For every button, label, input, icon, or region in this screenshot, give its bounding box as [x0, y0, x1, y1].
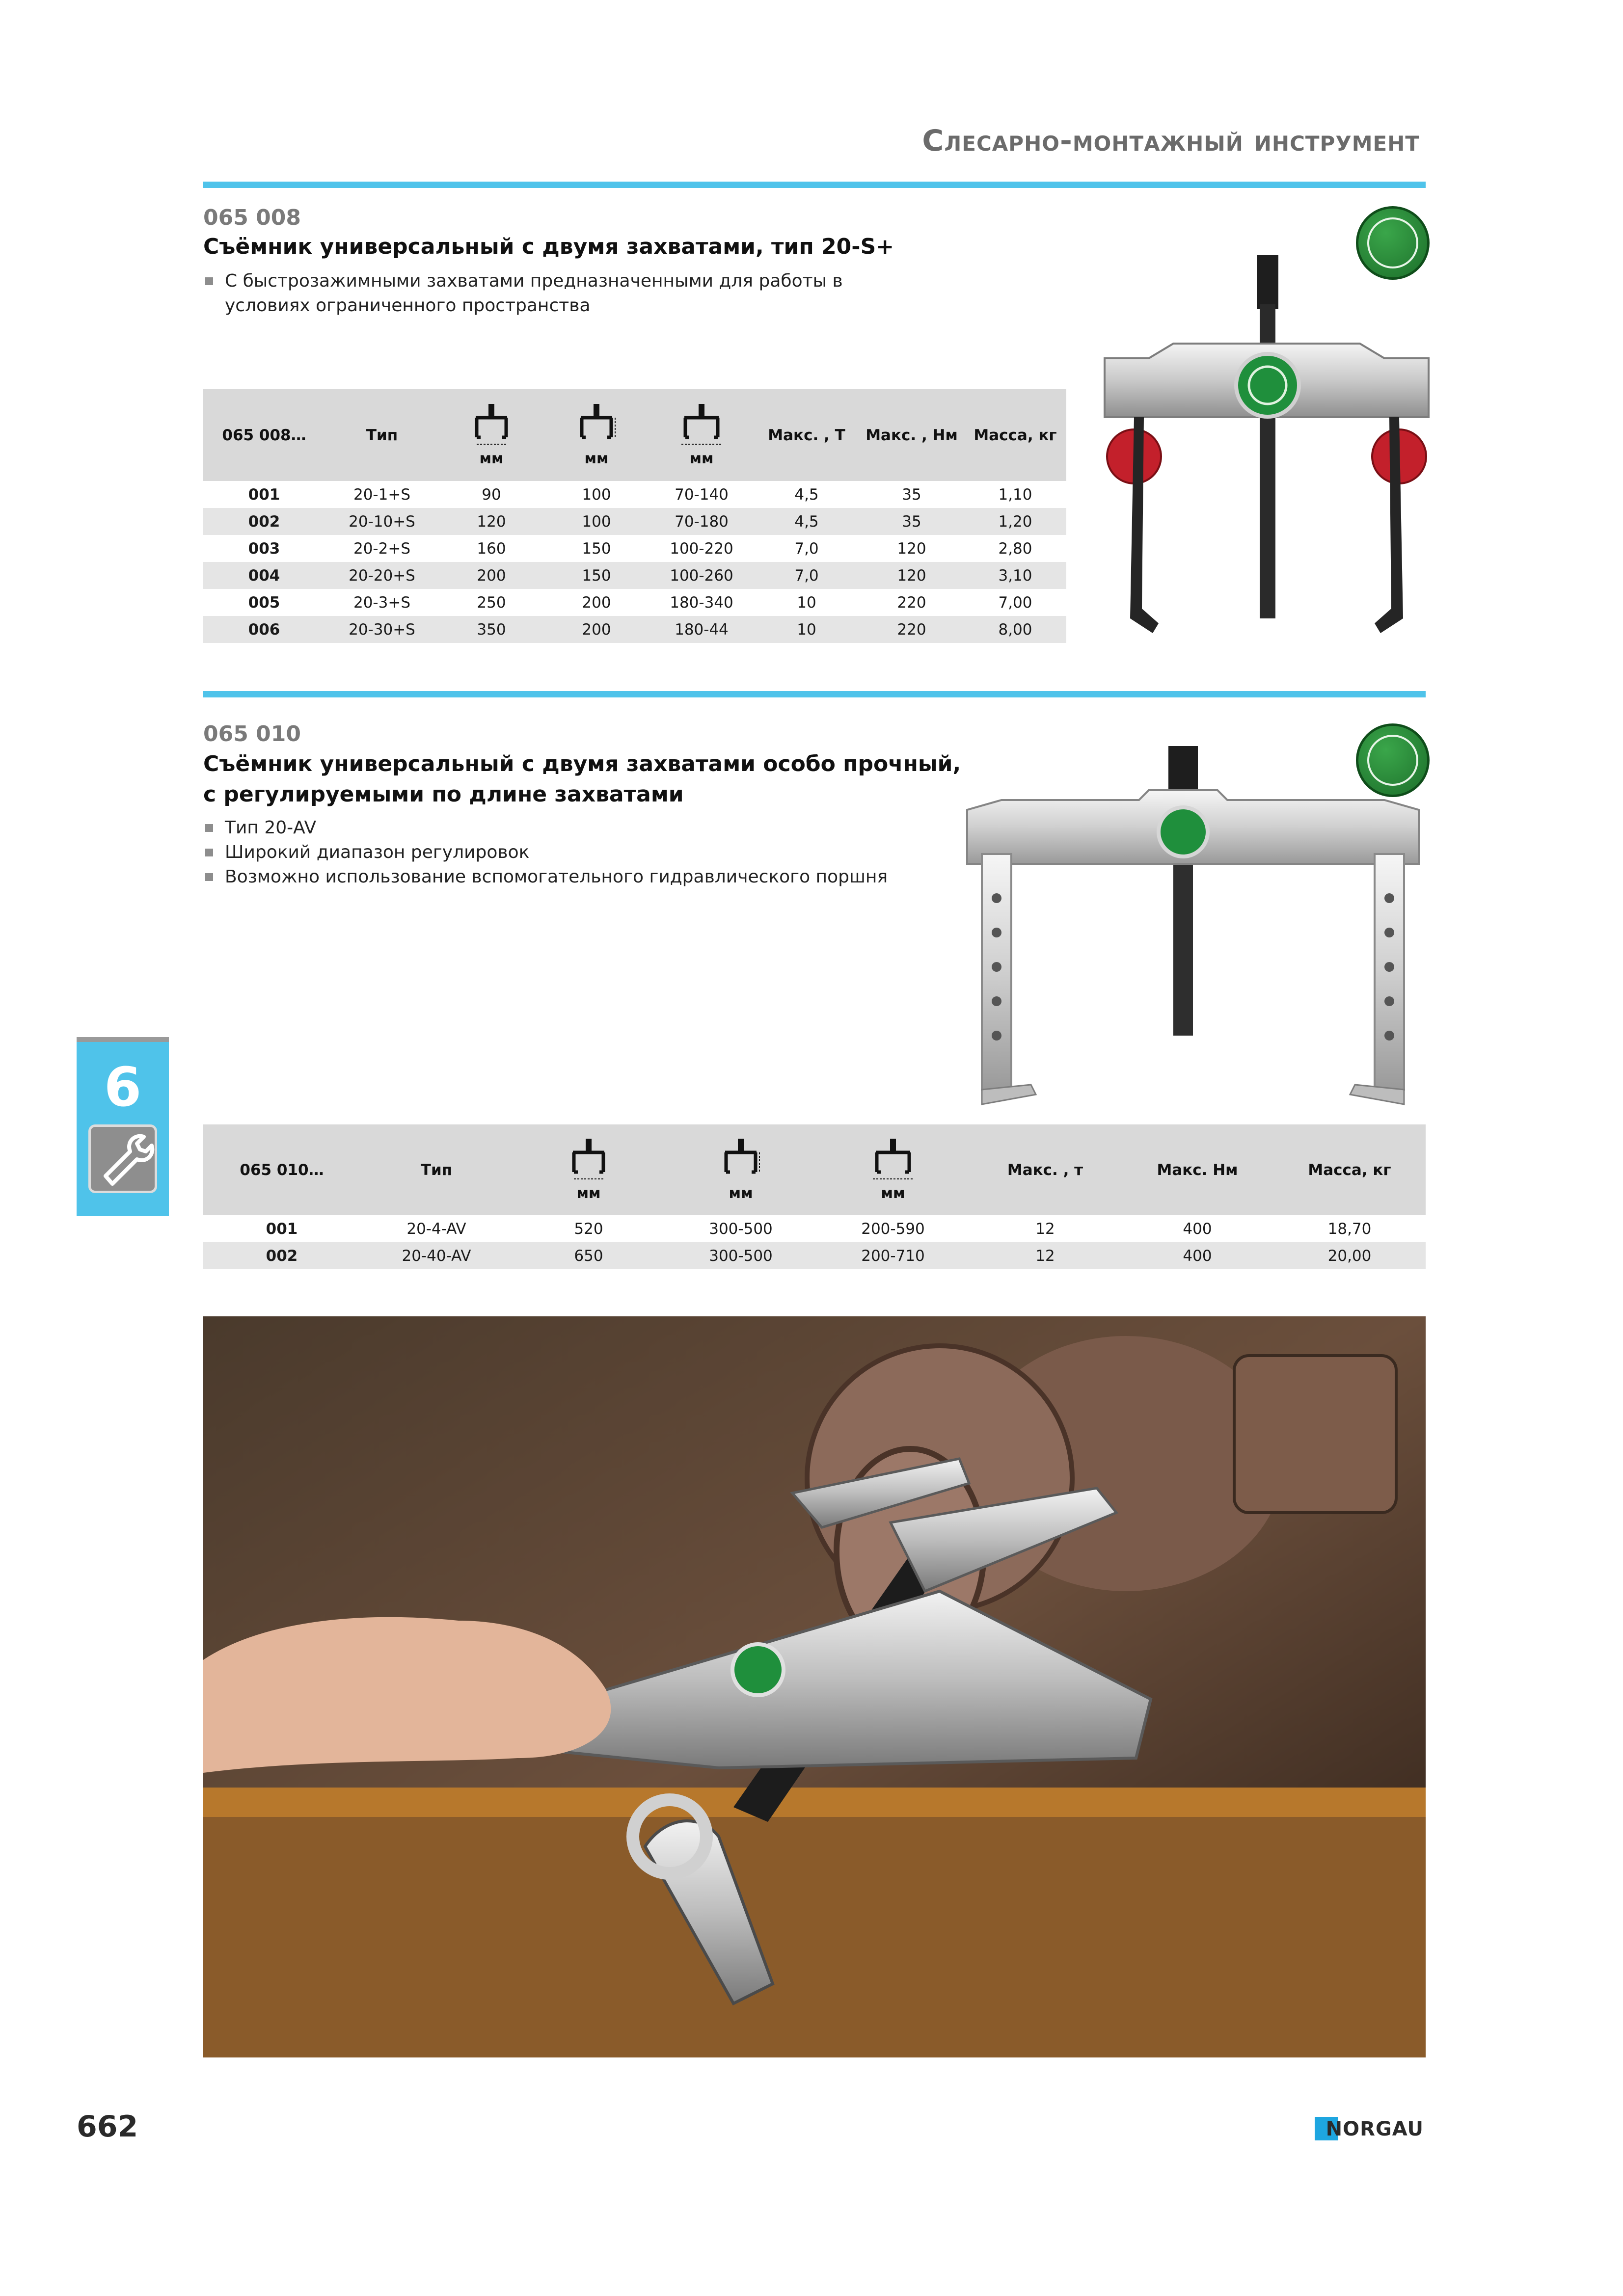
- cell-value: 35: [902, 485, 921, 504]
- chapter-tab: [77, 1042, 169, 1216]
- col-header-max-torque: Макс. , Нм: [859, 389, 964, 481]
- cell-value: 150: [582, 539, 611, 558]
- cell-value: 250: [477, 593, 506, 612]
- cell-value: 4,5: [794, 485, 819, 504]
- table-row: [203, 616, 1066, 643]
- cell-value: 400: [1121, 1242, 1273, 1269]
- cell-value: 20,00: [1273, 1242, 1426, 1269]
- feature-item: С быстрозажимными захватами предназначенными для работы в условиях ограниченного пространства: [203, 269, 851, 318]
- cell-value: 100-260: [649, 562, 754, 589]
- col-header-jaw-span: [513, 1124, 665, 1215]
- cell-value: 70-140: [675, 485, 729, 504]
- spec-table-1: [203, 389, 1066, 643]
- cell-value: 100-220: [670, 539, 733, 558]
- cell-value: 300-500: [665, 1242, 817, 1269]
- center-logo: [1236, 354, 1299, 417]
- unit-label: мм: [729, 1185, 753, 1202]
- cell-value: 200: [439, 562, 544, 589]
- cell-value: 180-340: [670, 593, 733, 612]
- cell-type: 20-10+S: [325, 508, 439, 535]
- cell-value: 7,0: [794, 539, 819, 558]
- wrench-icon: [88, 1124, 157, 1193]
- cell-value: 120: [897, 539, 926, 558]
- col-header-jaw-depth: [544, 389, 649, 481]
- col-header-type: Тип: [325, 389, 439, 481]
- cell-value: 12: [1035, 1220, 1055, 1238]
- section-rule: [203, 691, 1426, 697]
- cell-value: 160: [477, 539, 506, 558]
- cell-value: 650: [513, 1242, 665, 1269]
- cell-type: 20-20+S: [325, 562, 439, 589]
- col-header-code: 065 008…: [203, 389, 325, 481]
- cell-value: 150: [544, 562, 649, 589]
- cell-value: 2,80: [998, 539, 1032, 558]
- cell-value: 1,20: [964, 508, 1066, 535]
- cell-code: 003: [248, 539, 280, 558]
- col-header-mass: Масса, кг: [964, 389, 1066, 481]
- col-header-max-torque: Макс. Нм: [1121, 1124, 1273, 1215]
- usage-photo: [203, 1316, 1426, 2057]
- feature-item: Возможно использование вспомогательного гидравлического поршня: [203, 865, 940, 889]
- header-rule: [203, 182, 1426, 188]
- center-logo: [1159, 807, 1208, 856]
- col-header-type: Тип: [360, 1124, 513, 1215]
- table-row: [203, 1215, 1426, 1242]
- unit-label: мм: [881, 1185, 905, 1202]
- grip-range-icon: [679, 403, 724, 447]
- spec-table-2: [203, 1124, 1426, 1269]
- cell-value: 7,00: [998, 593, 1032, 612]
- cell-type: 20-2+S: [353, 539, 410, 558]
- cell-code: 006: [203, 616, 325, 643]
- table-row: [203, 508, 1066, 535]
- col-header-code: 065 010…: [203, 1124, 360, 1215]
- cell-value: 35: [859, 508, 964, 535]
- workbench: [203, 1807, 1426, 2057]
- grip-range-icon: [871, 1138, 915, 1182]
- col-header-max-force: Макс. , т: [969, 1124, 1121, 1215]
- table-header-row: [203, 389, 1066, 481]
- cell-type: 20-1+S: [353, 485, 410, 504]
- cell-value: 100: [544, 508, 649, 535]
- cell-code: 004: [203, 562, 325, 589]
- col-header-grip-range: [649, 389, 754, 481]
- jaw-span-icon: [472, 403, 511, 447]
- cell-value: 18,70: [1327, 1220, 1372, 1238]
- cell-code: 002: [203, 508, 325, 535]
- puller-image: [1095, 245, 1438, 648]
- product-code: 065 010: [203, 721, 301, 747]
- cell-code: 001: [248, 485, 280, 504]
- cell-value: 90: [482, 485, 501, 504]
- table-row: [203, 1242, 1426, 1269]
- feature-item: Широкий диапазон регулировок: [203, 840, 940, 865]
- product-title: Съёмник универсальный с двумя захватами, тип 20-S+: [203, 234, 894, 259]
- cell-code: 002: [203, 1242, 360, 1269]
- cell-value: 220: [897, 593, 926, 612]
- cell-type: 20-40-AV: [360, 1242, 513, 1269]
- feature-list: [203, 269, 851, 318]
- unit-label: мм: [689, 450, 714, 467]
- col-header-mass: Масса, кг: [1273, 1124, 1426, 1215]
- cell-value: 3,10: [964, 562, 1066, 589]
- cell-value: 350: [439, 616, 544, 643]
- jaw-depth-icon: [577, 403, 616, 447]
- cell-value: 220: [859, 616, 964, 643]
- cell-value: 300-500: [709, 1220, 773, 1238]
- cell-value: 200-710: [817, 1242, 969, 1269]
- cell-value: 100: [582, 485, 611, 504]
- puller-adjustable-image: [962, 746, 1443, 1119]
- bolt-head: [1257, 255, 1278, 309]
- cell-value: 120: [439, 508, 544, 535]
- unit-label: мм: [479, 450, 504, 467]
- cell-value: 180-44: [649, 616, 754, 643]
- jaw-span-icon: [569, 1138, 608, 1182]
- cell-value: 8,00: [964, 616, 1066, 643]
- cell-type: 20-3+S: [353, 593, 410, 612]
- cell-code: 005: [248, 593, 280, 612]
- cell-value: 1,10: [998, 485, 1032, 504]
- cell-value: 120: [859, 562, 964, 589]
- feature-item: Тип 20-AV: [203, 816, 940, 840]
- brand-name: NORGAU: [1325, 2118, 1424, 2140]
- unit-label: мм: [576, 1185, 601, 1202]
- cell-value: 400: [1183, 1220, 1212, 1238]
- puller-logo: [732, 1644, 784, 1695]
- hand: [203, 1617, 611, 1773]
- table-row: [203, 562, 1066, 589]
- table-header-row: [203, 1124, 1426, 1215]
- product-title-line2: с регулируемыми по длине захватами: [203, 782, 684, 807]
- section-title: Слесарно-монтажный инструмент: [922, 124, 1420, 158]
- cell-type: 20-4-AV: [406, 1220, 466, 1238]
- col-header-jaw-span: [439, 389, 544, 481]
- cell-value: 200: [582, 593, 611, 612]
- cell-value: 7,0: [754, 562, 859, 589]
- cell-value: 70-180: [649, 508, 754, 535]
- cell-value: 4,5: [754, 508, 859, 535]
- chapter-number: 6: [104, 1056, 142, 1119]
- col-header-jaw-depth: [665, 1124, 817, 1215]
- cell-value: 12: [969, 1242, 1121, 1269]
- cell-code: 001: [266, 1220, 298, 1238]
- col-header-max-force: Макс. , Т: [754, 389, 859, 481]
- unit-label: мм: [584, 450, 609, 467]
- col-header-grip-range: [817, 1124, 969, 1215]
- table-row: [203, 481, 1066, 508]
- cell-value: 520: [574, 1220, 603, 1238]
- cell-value: 200: [544, 616, 649, 643]
- product-title-line1: Съёмник универсальный с двумя захватами особо прочный,: [203, 751, 961, 776]
- product-code: 065 008: [203, 205, 301, 230]
- cell-value: 10: [754, 616, 859, 643]
- jaw-depth-icon: [721, 1138, 760, 1182]
- cell-type: 20-30+S: [325, 616, 439, 643]
- page-number: 662: [77, 2109, 138, 2144]
- table-row: [203, 535, 1066, 562]
- table-row: [203, 589, 1066, 616]
- cell-value: 10: [797, 593, 816, 612]
- feature-list: [203, 816, 940, 889]
- cell-value: 200-590: [861, 1220, 925, 1238]
